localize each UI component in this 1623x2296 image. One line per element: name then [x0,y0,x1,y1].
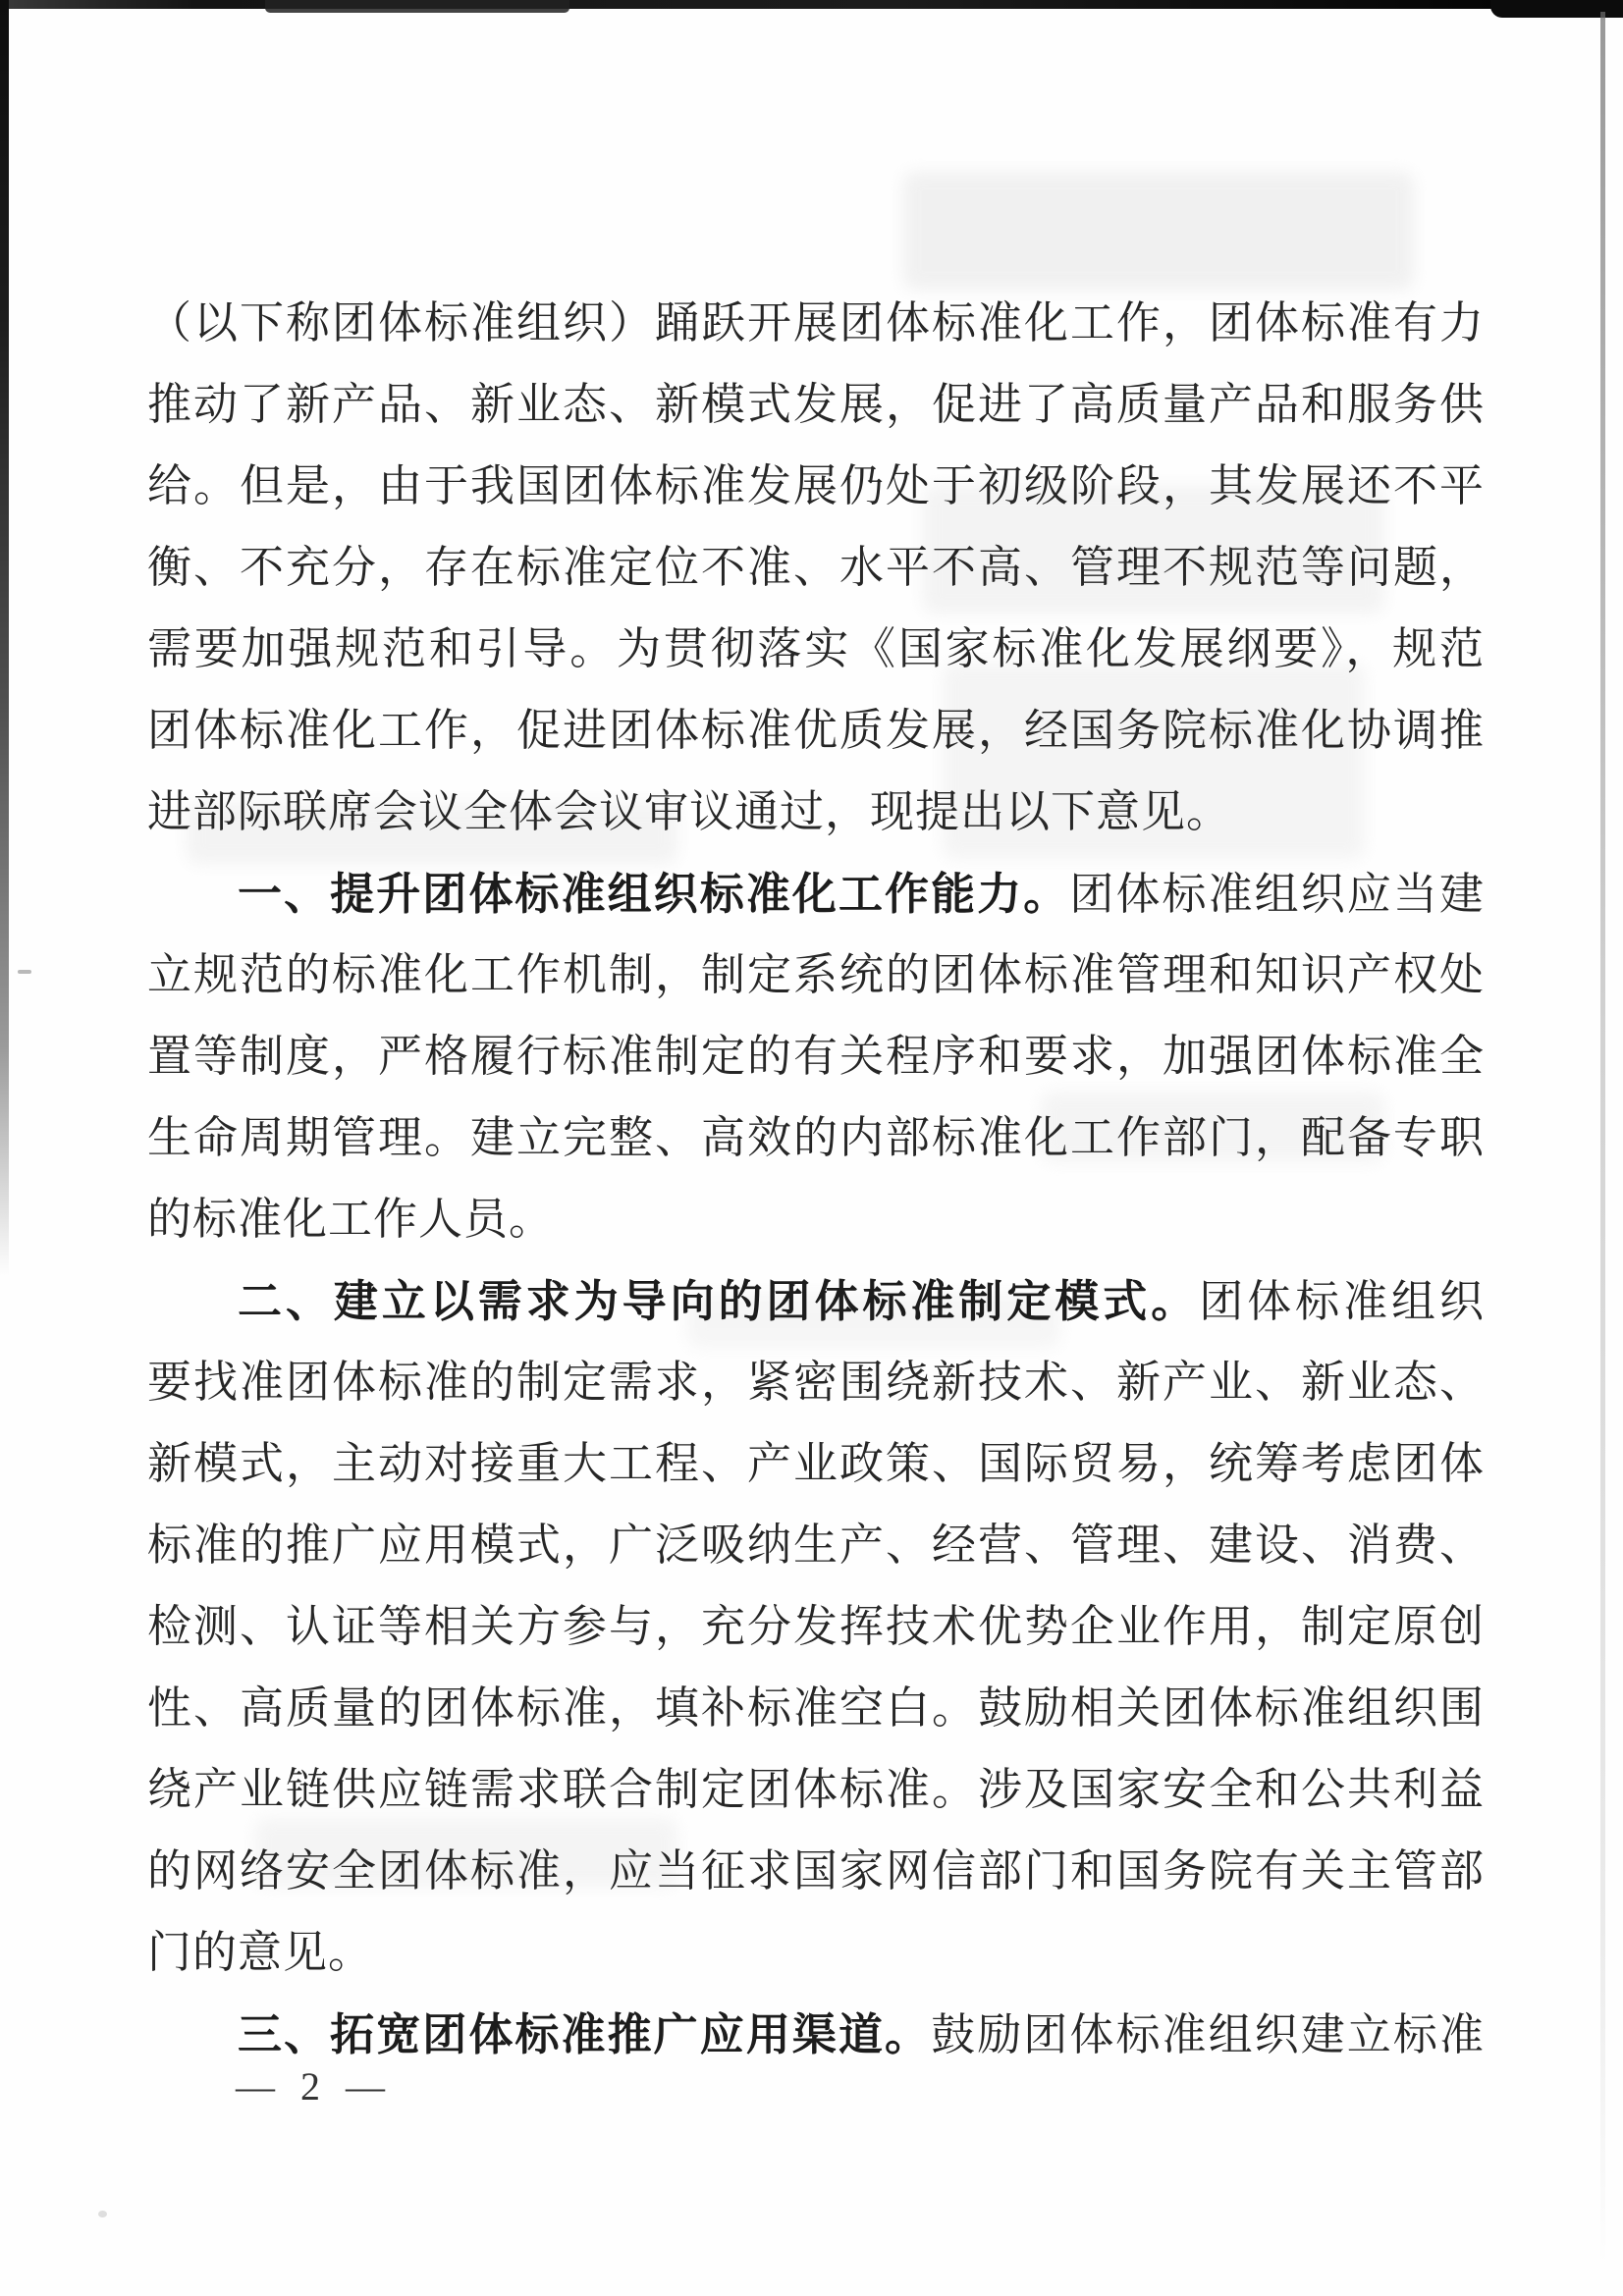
scan-edge-top-shadow [265,0,569,13]
text-line [147,934,1485,1016]
text-line-content: 需要加强规范和引导。为贯彻落实《国家标准化发展纲要》，规范 [147,624,1485,673]
text-line [147,1179,1485,1260]
scan-edge-right [1600,12,1605,2269]
text-line-content: 鼓励团体标准组织建立标准 [931,2010,1485,2059]
section-heading-line [147,853,1485,934]
scan-speck [18,970,31,974]
text-line-content: （以下称团体标准组织）踊跃开展团体标准化工作，团体标准有力 [147,298,1485,347]
text-line [147,1505,1485,1586]
scan-edge-left [0,0,9,1276]
text-line [147,1749,1485,1831]
text-line-content: 的标准化工作人员。 [147,1195,555,1244]
text-line-content: 衡、不充分，存在标准定位不准、水平不高、管理不规范等问题， [147,543,1485,592]
text-line-content: 标准的推广应用模式，广泛吸纳生产、经营、管理、建设、消费、 [147,1521,1485,1570]
text-line-content: 性、高质量的团体标准，填补标准空白。鼓励相关团体标准组织围 [147,1683,1485,1733]
text-line [147,1912,1485,1994]
text-line [147,446,1485,527]
text-line-content: 进部际联席会议全体会议审议通过，现提出以下意见。 [147,787,1232,836]
scan-edge-top [0,0,1623,9]
text-line-content: 生命周期管理。建立完整、高效的内部标准化工作部门，配备专职 [147,1113,1485,1162]
text-line-content: 立规范的标准化工作机制，制定系统的团体标准管理和知识产权处 [147,950,1485,999]
text-line [147,1423,1485,1505]
text-line [147,1668,1485,1749]
text-line [147,772,1485,853]
text-line-content: 团体标准化工作，促进团体标准优质发展，经国务院标准化协调推 [147,706,1485,755]
text-line [147,1097,1485,1179]
text-line [147,527,1485,609]
text-line [147,1586,1485,1668]
text-line-content: 新模式，主动对接重大工程、产业政策、国际贸易，统筹考虑团体 [147,1439,1485,1488]
text-line-content: 团体标准组织 [1199,1277,1485,1326]
text-line [147,1831,1485,1912]
text-line [147,283,1485,364]
text-line [147,1016,1485,1097]
text-line-content: 团体标准组织应当建 [1069,870,1485,919]
section-1-heading: 一、提升团体标准组织标准化工作能力。 [238,869,1070,919]
section-3-heading: 三、拓宽团体标准推广应用渠道。 [238,2009,932,2059]
scan-ghosting [903,172,1414,290]
text-line-content: 检测、认证等相关方参与，充分发挥技术优势企业作用，制定原创 [147,1602,1485,1651]
text-line-content: 推动了新产品、新业态、新模式发展，促进了高质量产品和服务供 [147,380,1485,429]
text-line-content: 要找准团体标准的制定需求，紧密围绕新技术、新产业、新业态、 [147,1358,1485,1407]
text-line-content: 给。但是，由于我国团体标准发展仍处于初级阶段，其发展还不平 [147,461,1485,510]
section-heading-line [147,1260,1485,1342]
text-line-content: 的网络安全团体标准，应当征求国家网信部门和国务院有关主管部 [147,1846,1485,1896]
text-line [147,364,1485,446]
text-line-content: 绕产业链供应链需求联合制定团体标准。涉及国家安全和公共利益 [147,1765,1485,1814]
text-line [147,609,1485,690]
text-line-content: 门的意见。 [147,1928,374,1977]
scan-speck [98,2211,107,2217]
page-number: — 2 — [236,2064,393,2109]
section-2-heading: 二、建立以需求为导向的团体标准制定模式。 [238,1276,1200,1326]
document-body [147,283,1485,2075]
text-line [147,690,1485,772]
text-line-content: 置等制度，严格履行标准制定的有关程序和要求，加强团体标准全 [147,1032,1485,1081]
text-line [147,1342,1485,1423]
